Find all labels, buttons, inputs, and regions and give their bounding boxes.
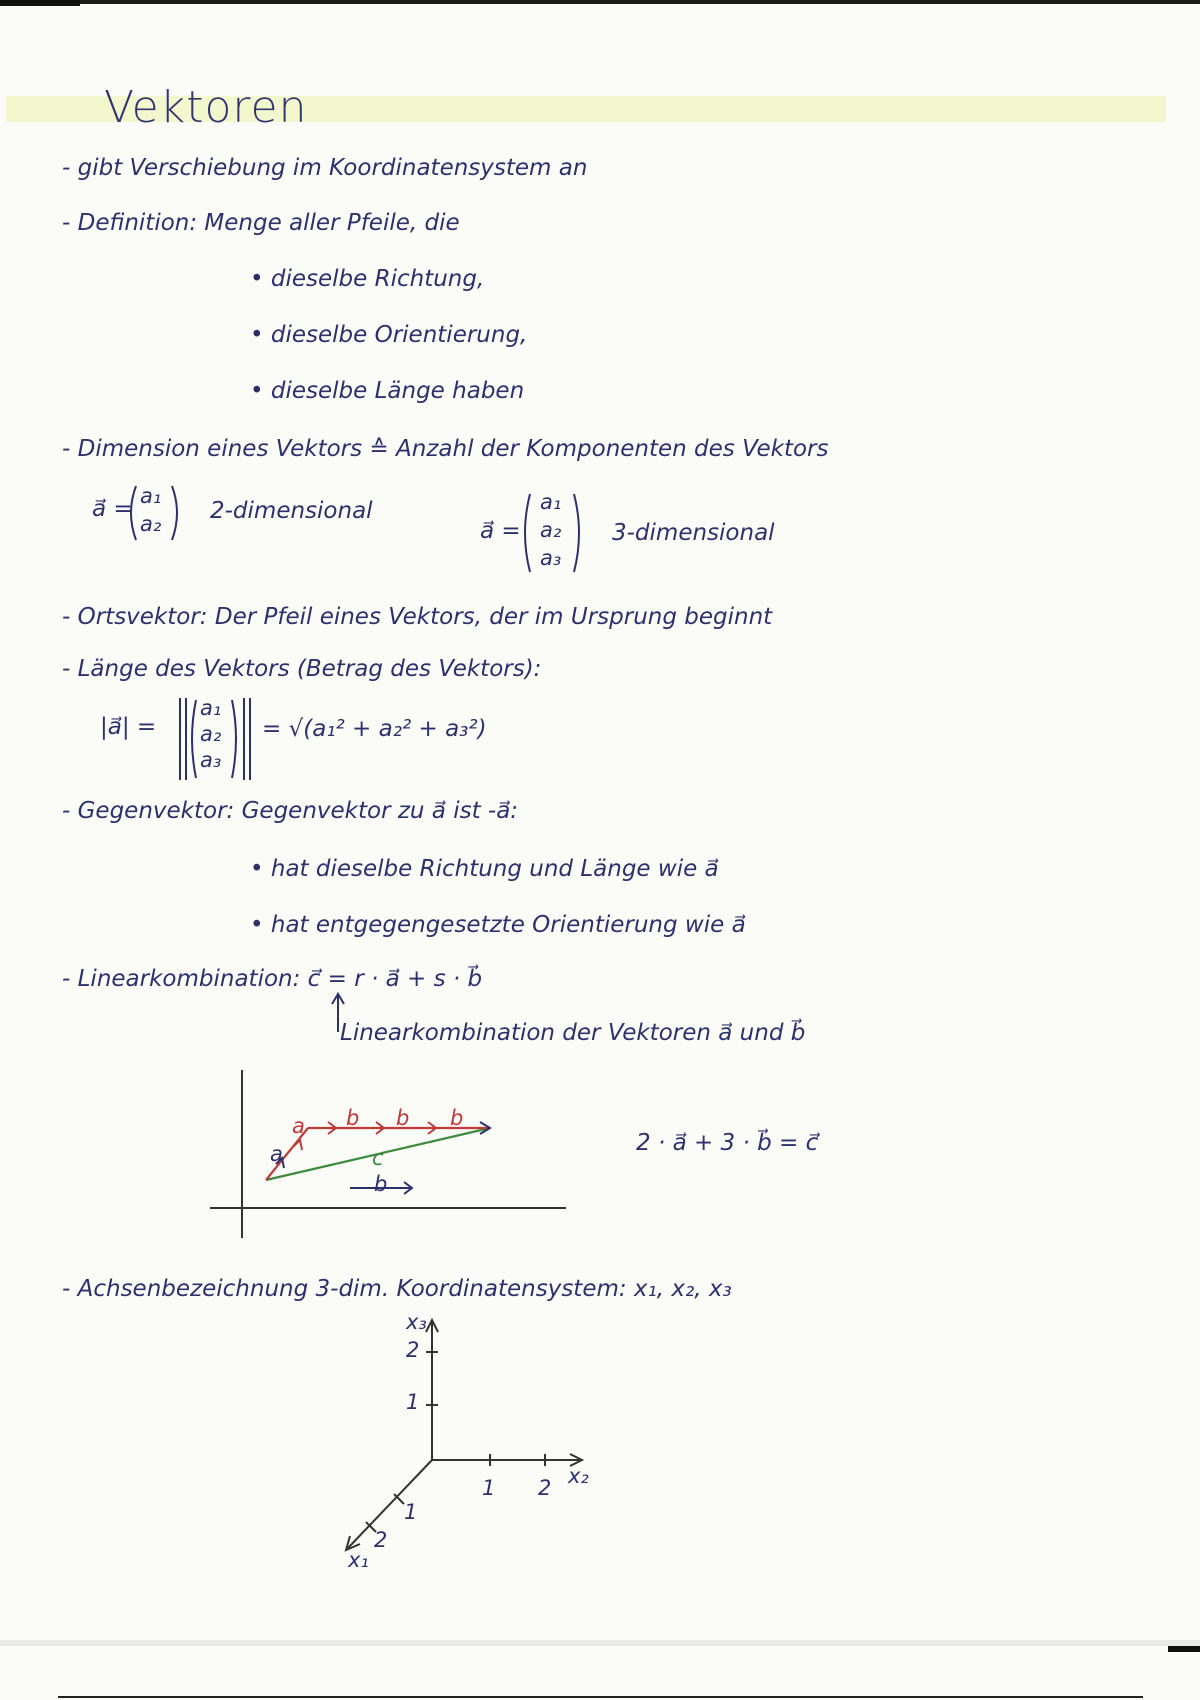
page-title: Vektoren [104, 82, 308, 133]
laenge-formula-right: = √(a₁² + a₂² + a₃²) [262, 716, 487, 742]
label-b: b [374, 1172, 388, 1196]
tick-label: 2 [406, 1338, 420, 1362]
laenge-component: a₁ [200, 696, 222, 720]
laenge-formula-left: |a⃗| = [100, 714, 157, 740]
vec2-label: a⃗ = [92, 496, 133, 522]
vec2-text: 2-dimensional [210, 498, 373, 524]
gegenvektor-item: • hat dieselbe Richtung und Länge wie a⃗ [250, 856, 719, 882]
definition-item: • dieselbe Orientierung, [250, 322, 528, 348]
axis-label-x1: x₁ [348, 1548, 369, 1572]
label-b-red: b [450, 1106, 464, 1130]
tick-label: 1 [482, 1476, 496, 1500]
label-a: a [270, 1142, 283, 1166]
label-b-red: b [396, 1106, 410, 1130]
definition-line: - Definition: Menge aller Pfeile, die [62, 210, 460, 236]
definition-item: • dieselbe Länge haben [250, 378, 525, 404]
label-b-red: b [346, 1106, 360, 1130]
laenge-line: - Länge des Vektors (Betrag des Vektors): [62, 656, 542, 682]
dimension-line: - Dimension eines Vektors ≙ Anzahl der Komponenten des Vektors [62, 436, 829, 462]
tick-label: 2 [374, 1528, 388, 1552]
tick-label: 1 [406, 1390, 420, 1414]
vec3-component: a₁ [540, 490, 562, 514]
scan-edge-top [0, 0, 1200, 4]
vec2-component: a₁ [140, 484, 162, 508]
vec3-component: a₂ [540, 518, 562, 542]
scan-mark-top [0, 0, 80, 6]
x1-axis [348, 1460, 432, 1548]
tick-label: 2 [538, 1476, 552, 1500]
laenge-component: a₂ [200, 722, 222, 746]
linearkombination-line: - Linearkombination: c⃗ = r · a⃗ + s · b⃗ [62, 966, 483, 992]
linearkombination-equation: 2 · a⃗ + 3 · b⃗ = c⃗ [636, 1130, 819, 1156]
page-bottom-edge [0, 1640, 1200, 1646]
axis-label-x3: x₃ [406, 1310, 427, 1334]
axes-3d-diagram [330, 1310, 610, 1580]
vec3-text: 3-dimensional [612, 520, 775, 546]
ortsvektor-line: - Ortsvektor: Der Pfeil eines Vektors, der im Ursprung beginnt [62, 604, 773, 630]
laenge-component: a₃ [200, 748, 222, 772]
axis-label-x2: x₂ [568, 1464, 589, 1488]
scan-edge-bottom [58, 1696, 1143, 1698]
vec2-component: a₂ [140, 512, 162, 536]
achsen-line: - Achsenbezeichnung 3-dim. Koordinatensystem: x₁, x₂, x₃ [62, 1276, 732, 1302]
gegenvektor-line: - Gegenvektor: Gegenvektor zu a⃗ ist -a⃗: [62, 798, 519, 824]
tick-label: 1 [404, 1500, 418, 1524]
vec3-label: a⃗ = [480, 518, 521, 544]
vec3-component: a₃ [540, 546, 562, 570]
scan-mark-bottom [1168, 1646, 1200, 1652]
label-c: c [372, 1146, 384, 1170]
label-a-red: a [292, 1114, 305, 1138]
intro-line: - gibt Verschiebung im Koordinatensystem an [62, 155, 588, 181]
linearkombination-diagram [200, 1060, 580, 1240]
gegenvektor-item: • hat entgegengesetzte Orientierung wie a⃗ [250, 912, 746, 938]
linearkombination-caption: Linearkombination der Vektoren a⃗ und b⃗ [340, 1020, 806, 1046]
definition-item: • dieselbe Richtung, [250, 266, 485, 292]
